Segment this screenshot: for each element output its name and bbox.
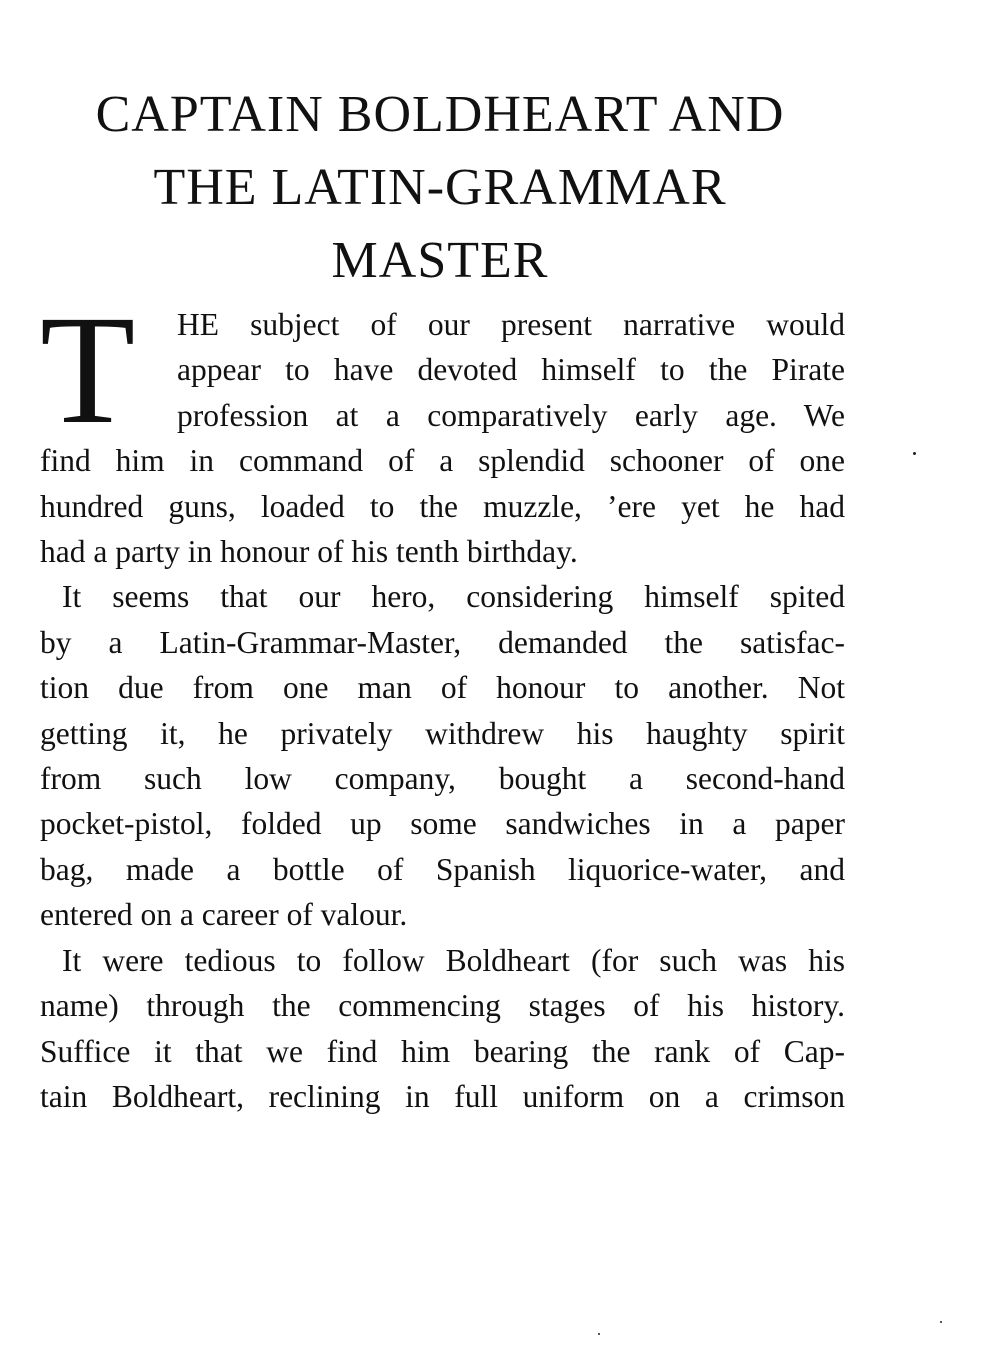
text-line: getting it, he privately withdrew his haughty spirit — [40, 715, 845, 751]
text-line: appear to have devoted himself to the Pirate — [177, 352, 845, 388]
text-line: HE subject of our present narrative would — [177, 307, 845, 342]
text-line: entered on a career of valour. — [40, 897, 408, 933]
text-line: profession at a comparatively early age. We — [177, 397, 845, 433]
chapter-title — [30, 78, 850, 297]
text-line: bag, made a bottle of Spanish liquorice-water, and — [40, 851, 845, 887]
text-line: name) through the commencing stages of his history. — [40, 988, 845, 1024]
paragraph-1 — [40, 283, 845, 574]
text-line: Suffice it that we find him bearing the rank of Cap- — [40, 1033, 845, 1069]
text-line: tain Boldheart, reclining in full uniform on a crimson — [40, 1078, 845, 1114]
title-line-2: THE LATIN-GRAMMAR — [153, 159, 727, 216]
text-line: hundred guns, loaded to the muzzle, ’ere yet he had — [40, 488, 845, 524]
scan-speck — [598, 1333, 600, 1335]
text-line: had a party in honour of his tenth birthday. — [40, 534, 578, 570]
title-line-1: CAPTAIN BOLDHEART AND — [95, 86, 785, 143]
text-line: from such low company, bought a second-hand — [40, 761, 845, 797]
text-line: It were tedious to follow Boldheart (for such was his — [62, 942, 845, 978]
text-line: pocket-pistol, folded up some sandwiches in a paper — [40, 806, 845, 842]
paragraph-3 — [40, 938, 845, 1120]
scan-speck — [913, 452, 916, 455]
text-line: find him in command of a splendid schooner of one — [40, 443, 845, 479]
text-line: by a Latin-Grammar-Master, demanded the satisfac- — [40, 624, 845, 660]
text-line: It seems that our hero, considering himself spited — [62, 579, 845, 615]
title-line-3: MASTER — [331, 232, 549, 289]
drop-cap: T — [40, 283, 136, 456]
scan-speck — [940, 1321, 942, 1323]
paragraph-2 — [40, 574, 845, 937]
text-line: tion due from one man of honour to another. Not — [40, 670, 845, 706]
chapter-body — [40, 283, 845, 1119]
